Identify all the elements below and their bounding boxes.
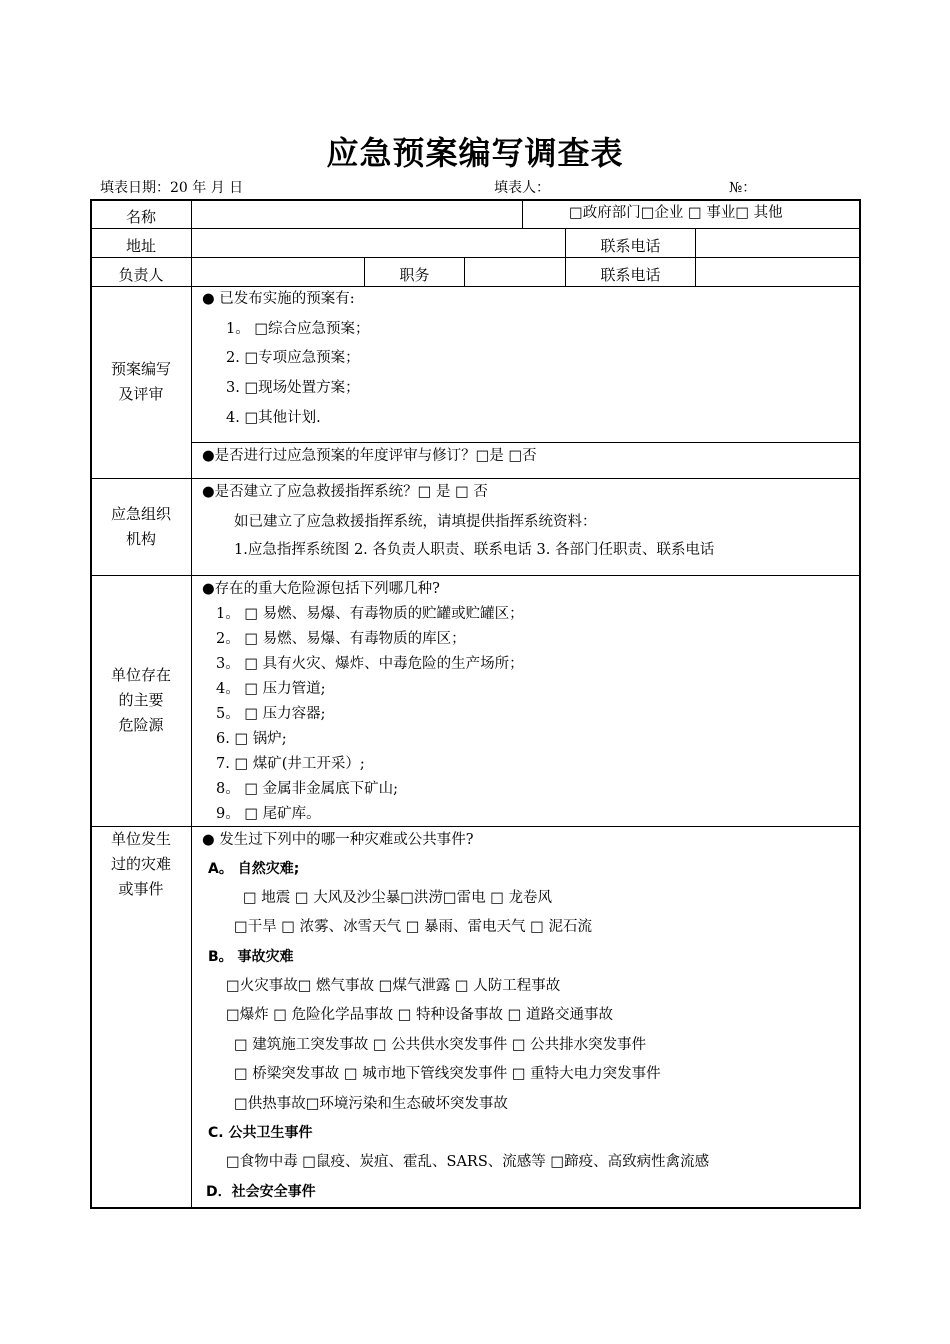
page-title: 应急预案编写调查表	[326, 134, 624, 172]
hazard-option[interactable]: 1。 □ 易燃、易爆、有毒物质的贮罐或贮罐区；	[216, 606, 524, 622]
row-divider	[91, 575, 860, 576]
hazards-section-label: 单位存在 的主要 危险源	[110, 666, 171, 734]
col-divider	[522, 200, 523, 228]
name-label: 名称	[125, 208, 156, 226]
leader-label: 负责人	[118, 266, 164, 284]
accident-options[interactable]: □爆炸 □ 危险化学品事故 □ 特种设备事故 □ 道路交通事故	[226, 1007, 613, 1023]
public-health-options[interactable]: □食物中毒 □鼠疫、炭疽、霍乱、SARS、流感等 □蹄疫、高致病性禽流感	[226, 1154, 710, 1170]
row-divider	[91, 257, 860, 258]
plans-intro: ● 已发布实施的预案有:	[202, 291, 355, 307]
hazard-option[interactable]: 9。 □ 尾矿库。	[216, 806, 321, 822]
filler-label: 填表人：	[494, 180, 550, 196]
row-divider	[91, 228, 860, 229]
hazard-option[interactable]: 2。 □ 易燃、易爆、有毒物质的库区；	[216, 631, 466, 647]
address-label: 地址	[125, 237, 156, 255]
plan-option[interactable]: 1。 □综合应急预案；	[226, 321, 370, 337]
organization-section-label: 应急组织 机构	[110, 505, 171, 548]
command-system-materials: 1.应急指挥系统图 2. 各负责人职责、联系电话 3. 各部门任职责、联系电话	[234, 542, 715, 558]
accident-options[interactable]: □ 桥梁突发事故 □ 城市地下管线突发事件 □ 重特大电力突发事件	[234, 1066, 661, 1082]
number-label: №：	[729, 180, 757, 196]
position-field[interactable]	[465, 259, 564, 285]
phone-label: 联系电话	[600, 237, 661, 255]
hazard-option[interactable]: 3。 □ 具有火灾、爆炸、中毒危险的生产场所；	[216, 656, 524, 672]
position-label: 职务	[399, 266, 430, 284]
plan-option[interactable]: 4. □其他计划.	[226, 410, 321, 426]
social-security-heading: D．社会安全事件	[206, 1184, 316, 1200]
hazard-option[interactable]: 5。 □ 压力容器;	[216, 706, 326, 722]
phone-field[interactable]	[696, 230, 859, 256]
plan-option[interactable]: 3. □现场处置方案；	[226, 380, 360, 396]
review-question[interactable]: ●是否进行过应急预案的年度评审与修订？□是 □否	[202, 448, 537, 464]
org-type-options[interactable]: □政府部门□企业 □ 事业□ 其他	[569, 205, 783, 221]
row-divider	[91, 478, 860, 479]
phone-label: 联系电话	[600, 266, 661, 284]
command-system-note: 如已建立了应急救援指挥系统，请填提供指挥系统资料：	[234, 514, 597, 530]
accidents-heading: B。 事故灾难	[208, 949, 294, 965]
accident-options[interactable]: □火灾事故□ 燃气事故 □煤气泄露 □ 人防工程事故	[226, 978, 561, 994]
plans-section-label: 预案编写 及评审	[110, 360, 171, 403]
col-divider	[191, 200, 192, 1208]
survey-table	[90, 199, 861, 1209]
natural-disasters-heading: A。 自然灾难;	[208, 861, 300, 877]
events-section-label: 单位发生 过的灾难 或事件	[110, 830, 171, 898]
hazard-option[interactable]: 7. □ 煤矿(井工开采）;	[216, 756, 365, 772]
date-label: 填表日期：20 年 月 日	[100, 180, 244, 196]
plan-option[interactable]: 2. □专项应急预案；	[226, 350, 360, 366]
name-field[interactable]	[192, 202, 521, 226]
hazard-option[interactable]: 8。 □ 金属非金属底下矿山;	[216, 781, 399, 797]
hazards-question: ●存在的重大危险源包括下列哪几种?	[202, 581, 440, 597]
row-divider	[191, 442, 860, 443]
accident-options[interactable]: □ 建筑施工突发事故 □ 公共供水突发事件 □ 公共排水突发事件	[234, 1037, 647, 1053]
address-field[interactable]	[192, 230, 564, 256]
command-system-question[interactable]: ●是否建立了应急救援指挥系统？□ 是 □ 否	[202, 484, 488, 500]
phone-field[interactable]	[696, 259, 859, 285]
events-question: ● 发生过下列中的哪一种灾难或公共事件?	[202, 832, 474, 848]
natural-disaster-options[interactable]: □ 地震 □ 大风及沙尘暴□洪涝□雷电 □ 龙卷风	[243, 890, 553, 906]
hazard-option[interactable]: 6. □ 锅炉;	[216, 731, 287, 747]
accident-options[interactable]: □供热事故□环境污染和生态破坏突发事故	[234, 1096, 508, 1112]
leader-field[interactable]	[192, 259, 363, 285]
row-divider	[91, 286, 860, 287]
natural-disaster-options[interactable]: □干旱 □ 浓雾、冰雪天气 □ 暴雨、雷电天气 □ 泥石流	[234, 919, 592, 935]
hazard-option[interactable]: 4。 □ 压力管道;	[216, 681, 326, 697]
row-divider	[91, 826, 860, 827]
public-health-heading: C. 公共卫生事件	[208, 1125, 313, 1141]
